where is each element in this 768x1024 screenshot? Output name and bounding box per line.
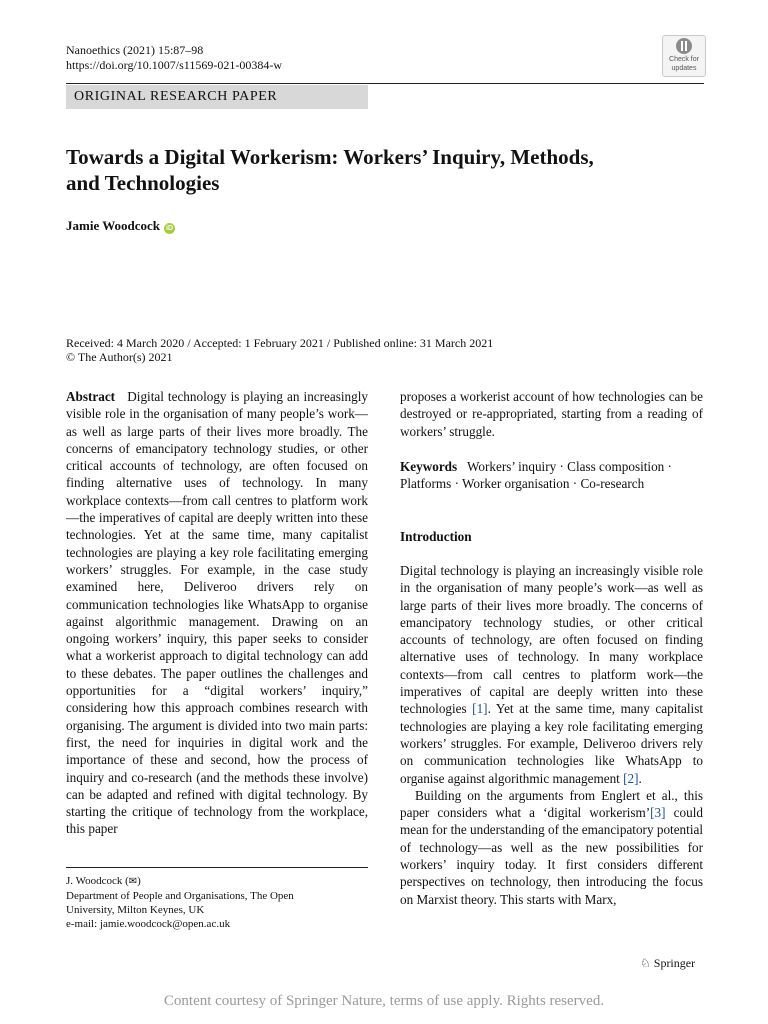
publisher-name: Springer bbox=[653, 956, 696, 970]
abstract-label: Abstract bbox=[66, 389, 116, 404]
journal-citation: Nanoethics (2021) 15:87–98 bbox=[66, 43, 204, 57]
envelope-icon[interactable]: ✉ bbox=[128, 876, 138, 887]
publisher-logo bbox=[640, 955, 695, 971]
doi-link[interactable]: https://doi.org/10.1007/s11569-021-00384-w bbox=[66, 58, 282, 72]
footnote-university: University, Milton Keynes, UK bbox=[66, 904, 205, 916]
author-name[interactable]: Jamie Woodcock bbox=[66, 218, 161, 233]
copyright-line: © The Author(s) 2021 bbox=[66, 350, 173, 364]
article-type-banner: ORIGINAL RESEARCH PAPER bbox=[66, 85, 368, 109]
author-footnote bbox=[66, 874, 368, 931]
title-line-1: Towards a Digital Workerism: Workers’ Inquiry, Methods, bbox=[66, 145, 594, 169]
publication-dates bbox=[66, 336, 493, 364]
courtesy-notice: Content courtesy of Springer Nature, terms of use apply. Rights reserved. bbox=[163, 993, 605, 1009]
footnote-author: J. Woodcock (✉) bbox=[66, 875, 141, 887]
orcid-icon[interactable]: iD bbox=[166, 225, 174, 232]
check-for-updates-icon bbox=[676, 38, 692, 54]
introduction-body bbox=[400, 562, 703, 908]
journal-header bbox=[66, 43, 282, 73]
paper-title bbox=[66, 144, 686, 196]
footnote-divider bbox=[66, 867, 368, 868]
abstract bbox=[66, 388, 368, 838]
intro-paragraph-2: Building on the arguments from Englert et al., this paper considers what a ‘digital workerism’[3] could mean for the understanding of the emancipatory potential of technology—as well as the new possibilities for workers’ inquiry today. It first considers different perspectives on technology, then introducing the focus on Marxist theory. This starts with Marx, bbox=[400, 787, 703, 907]
intro-paragraph-1: Digital technology is playing an increasingly visible role in the organisation of many people’s work—as well as large parts of their lives more broadly. The concerns of emancipatory technology studies, or other critical accounts of technology, are often focused on finding alternative uses of technology. In many workplace contexts—from call centres to platform work—the imperatives of capital are deeply written into these technologies [1]. Yet at the same time, many capitalist technologies are playing a key role facilitating emerging workers’ struggles. For example, Deliveroo drivers rely on communication technologies like WhatsApp to organise against algorithmic management [2]. bbox=[400, 563, 704, 786]
keywords-list: Workers’ inquiry · Class composition · Platforms · Worker organisation · Co-research bbox=[400, 459, 672, 492]
citation-link[interactable]: [1] bbox=[472, 701, 488, 717]
check-for-updates-badge[interactable] bbox=[662, 35, 706, 77]
check-updates-label-2: updates bbox=[671, 65, 697, 72]
abstract-continuation: proposes a workerist account of how technologies can be destroyed or re-appropriated, starting from a reading of workers’ struggle. bbox=[400, 389, 703, 439]
springer-horse-icon: ♘ bbox=[640, 956, 651, 970]
check-updates-label-1: Check for bbox=[669, 56, 699, 63]
header-divider bbox=[66, 83, 704, 84]
dates-line: Received: 4 March 2020 / Accepted: 1 February 2021 / Published online: 31 March 2021 bbox=[66, 336, 494, 350]
citation-link[interactable]: [2] bbox=[623, 770, 639, 786]
keywords bbox=[400, 458, 703, 493]
introduction-heading: Introduction bbox=[400, 529, 472, 544]
footnote-department: Department of People and Organisations, The Open bbox=[66, 890, 294, 902]
footnote-email[interactable]: e-mail: jamie.woodcock@open.ac.uk bbox=[66, 918, 231, 930]
citation-link[interactable]: [3] bbox=[650, 805, 666, 821]
author-line bbox=[66, 218, 175, 234]
keywords-label: Keywords bbox=[400, 459, 458, 474]
title-line-2: and Technologies bbox=[66, 171, 220, 195]
abstract-text: Digital technology is playing an increasingly visible role in the organisation of many people’s work—as well as large parts of their lives more broadly. The concerns of emancipatory technology studies, or other critical accounts of technology, are often focused on finding alternative uses of technology. In many workplace contexts—from call centres to platform work—the imperatives of capital are deeply written into these technologies. Yet at the same time, many capitalist technologies are playing a key role facilitating emerging workers’ struggles. For example, in the case study examined here, Deliveroo drivers rely on communication technologies like WhatsApp to organise against algorithmic management. Drawing on an ongoing workers’ inquiry, this paper seeks to consider what a workerist approach to digital technology can add to these debates. The paper outlines the challenges and opportunities for a “digital workers’ inquiry,” considering how this approach combines research with organising. The argument is divided into two main parts: first, the need for inquiries in digital work and the importance of these and second, how the process of inquiry and co-research (and the methods these involve) can be adapted and refined with digital technology. By starting the critique of technology from the workplace, this paper bbox=[66, 389, 368, 837]
